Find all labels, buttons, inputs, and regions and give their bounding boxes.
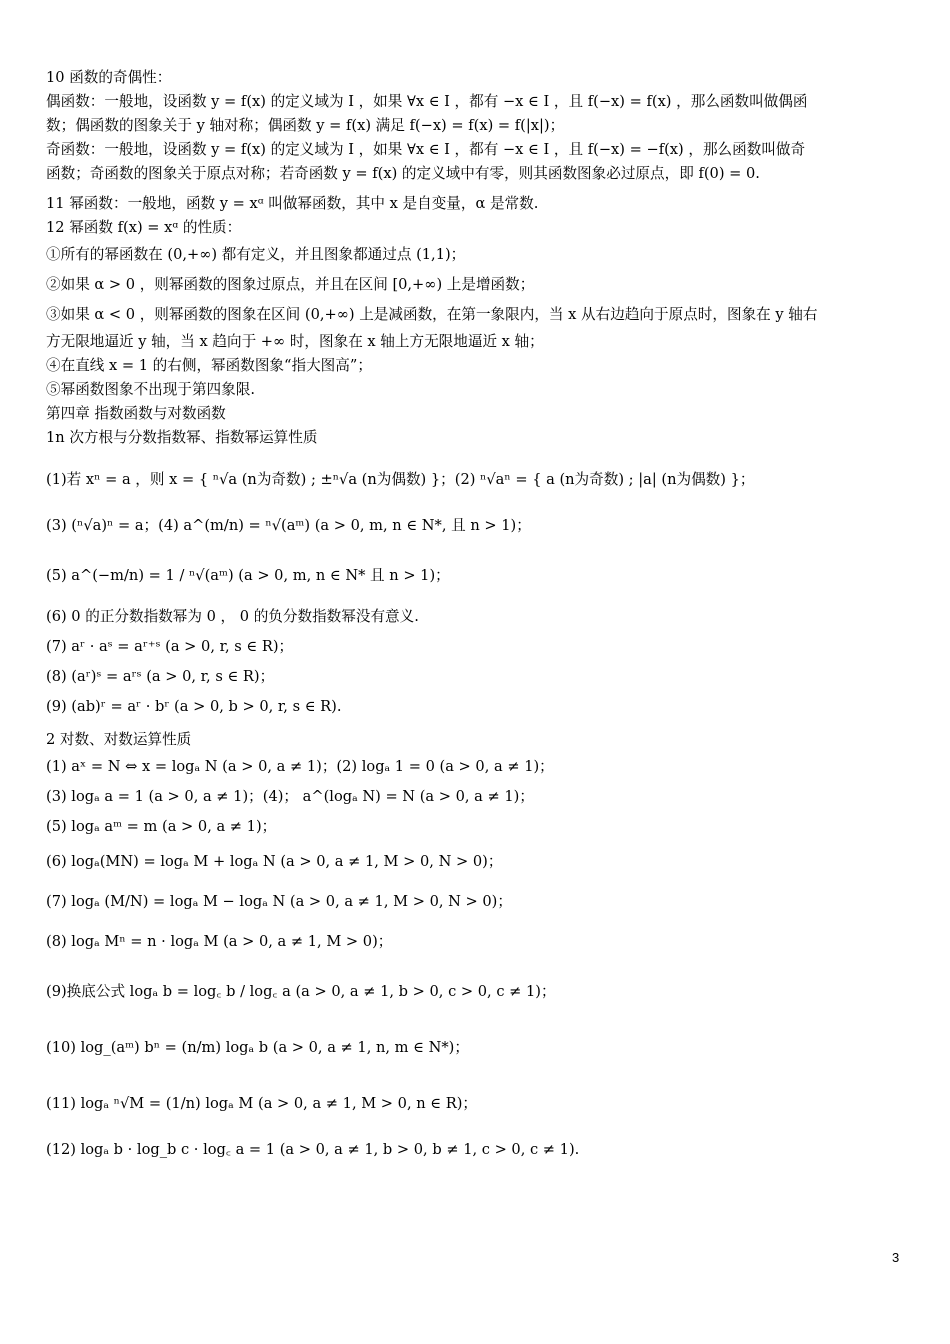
power-properties-heading: 12 幂函数 f(x) = xᵅ 的性质： — [46, 219, 242, 236]
formula-exp-3-4: (3) (ⁿ√a)ⁿ = a；(4) a^(m/n) = ⁿ√(aᵐ) (a > 0, m, n ∈ N*, 且 n > 1)； — [46, 517, 531, 534]
power-property-3b: 方无限地逼近 y 轴，当 x 趋向于 +∞ 时，图象在 x 轴上方无限地逼近 x 轴； — [46, 333, 544, 350]
formula-exp-7: (7) aʳ · aˢ = aʳ⁺ˢ (a > 0, r, s ∈ R)； — [46, 638, 294, 655]
chapter-title: 第四章 指数函数与对数函数 — [46, 405, 226, 422]
formula-log-1-2: (1) aˣ = N ⇔ x = logₐ N (a > 0, a ≠ 1)；(2) logₐ 1 = 0 (a > 0, a ≠ 1)； — [46, 758, 554, 775]
formula-roots-1-2: (1)若 xⁿ = a ，则 x = { ⁿ√a (n为奇数) ; ±ⁿ√a (n为偶数) }；(2) ⁿ√aⁿ = { a (n为奇数) ; |a| (n为偶数) }； — [46, 471, 755, 488]
power-property-1: ①所有的幂函数在 (0,+∞) 都有定义，并且图象都通过点 (1,1)； — [46, 246, 466, 263]
formula-exp-5: (5) a^(−m/n) = 1 / ⁿ√(aᵐ) (a > 0, m, n ∈ N* 且 n > 1)； — [46, 567, 450, 584]
formula-exp-8: (8) (aʳ)ˢ = aʳˢ (a > 0, r, s ∈ R)； — [46, 668, 275, 685]
formula-log-8: (8) logₐ Mⁿ = n · logₐ M (a > 0, a ≠ 1, M > 0)； — [46, 933, 393, 950]
power-property-3a: ③如果 α < 0 ，则幂函数的图象在区间 (0,+∞) 上是减函数，在第一象限内，当 x 从右边趋向于原点时，图象在 y 轴右 — [46, 306, 818, 323]
power-property-5: ⑤幂函数图象不出现于第四象限. — [46, 381, 255, 398]
formula-exp-6: (6) 0 的正分数指数幂为 0 ， 0 的负分数指数幂没有意义. — [46, 608, 419, 625]
formula-log-12: (12) logₐ b · log_b c · log꜀ a = 1 (a > 0, a ≠ 1, b > 0, b ≠ 1, c > 0, c ≠ 1). — [46, 1141, 580, 1158]
even-function-line-1: 偶函数：一般地，设函数 y = f(x) 的定义域为 I ，如果 ∀x ∈ I ，都有 −x ∈ I ，且 f(−x) = f(x) ，那么函数叫做偶函 — [46, 93, 808, 110]
formula-log-11: (11) logₐ ⁿ√M = (1/n) logₐ M (a > 0, a ≠ 1, M > 0, n ∈ R)； — [46, 1095, 477, 1112]
section-2-heading: 2 对数、对数运算性质 — [46, 731, 192, 748]
odd-function-line-2: 函数；奇函数的图象关于原点对称；若奇函数 y = f(x) 的定义域中有零，则其函数图象必过原点，即 f(0) = 0. — [46, 165, 760, 182]
parity-heading: 10 函数的奇偶性： — [46, 69, 172, 86]
formula-log-10: (10) log_(aᵐ) bⁿ = (n/m) logₐ b (a > 0, a ≠ 1, n, m ∈ N*)； — [46, 1039, 469, 1056]
power-property-2: ②如果 α > 0 ，则幂函数的图象过原点，并且在区间 [0,+∞) 上是增函数； — [46, 276, 535, 293]
even-function-line-2: 数；偶函数的图象关于 y 轴对称；偶函数 y = f(x) 满足 f(−x) = f(x) = f(|x|)； — [46, 117, 565, 134]
page-number: 3 — [892, 1250, 900, 1265]
section-1-heading: 1n 次方根与分数指数幂、指数幂运算性质 — [46, 429, 318, 446]
page-content — [46, 66, 908, 1170]
formula-exp-9: (9) (ab)ʳ = aʳ · bʳ (a > 0, b > 0, r, s ∈ R). — [46, 698, 342, 715]
power-function-definition: 11 幂函数：一般地，函数 y = xᵅ 叫做幂函数，其中 x 是自变量，α 是常数. — [46, 195, 539, 212]
power-property-4: ④在直线 x = 1 的右侧，幂函数图象“指大图高”； — [46, 357, 372, 374]
odd-function-line-1: 奇函数：一般地，设函数 y = f(x) 的定义域为 I ，如果 ∀x ∈ I ，都有 −x ∈ I ，且 f(−x) = −f(x) ，那么函数叫做奇 — [46, 141, 806, 158]
formula-log-7: (7) logₐ (M/N) = logₐ M − logₐ N (a > 0, a ≠ 1, M > 0, N > 0)； — [46, 893, 512, 910]
formula-log-3-4: (3) logₐ a = 1 (a > 0, a ≠ 1)；(4)； a^(logₐ N) = N (a > 0, a ≠ 1)； — [46, 788, 534, 805]
formula-log-9: (9)换底公式 logₐ b = log꜀ b / log꜀ a (a > 0, a ≠ 1, b > 0, c > 0, c ≠ 1)； — [46, 983, 556, 1000]
formula-log-6: (6) logₐ(MN) = logₐ M + logₐ N (a > 0, a ≠ 1, M > 0, N > 0)； — [46, 853, 503, 870]
formula-log-5: (5) logₐ aᵐ = m (a > 0, a ≠ 1)； — [46, 818, 277, 835]
